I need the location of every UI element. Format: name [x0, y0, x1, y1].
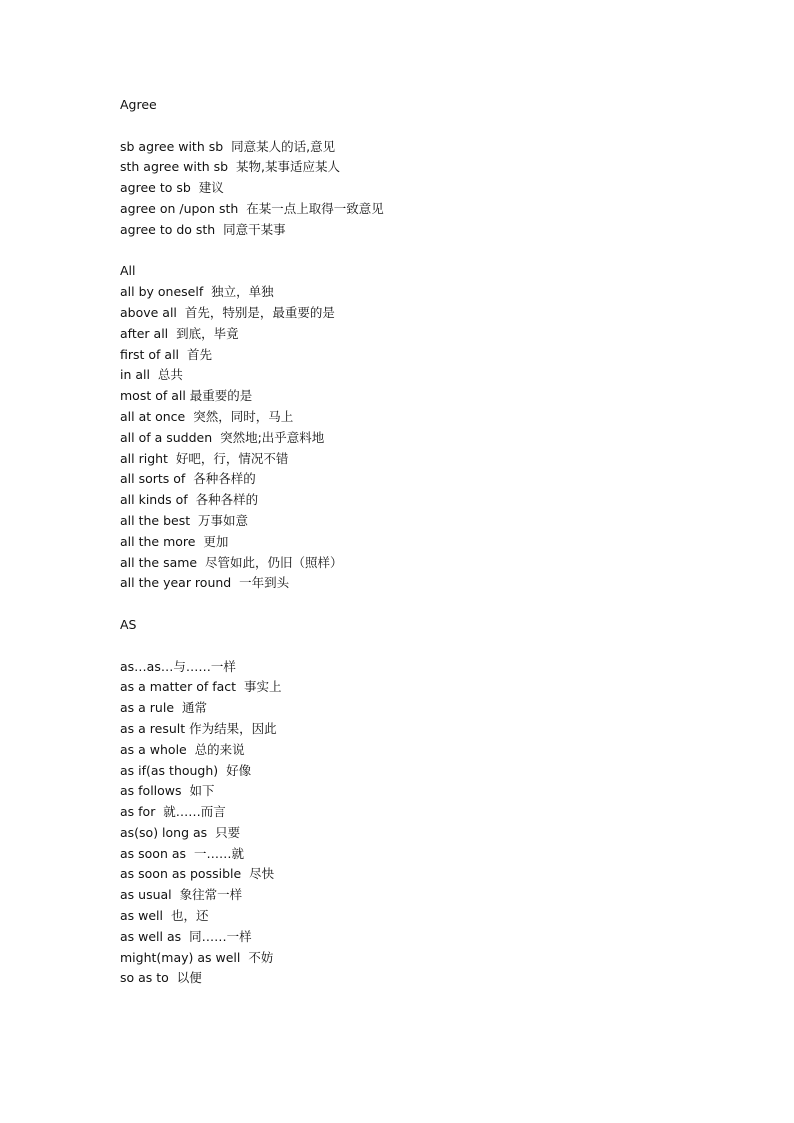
phrase-entry: all at once 突然，同时，马上 — [120, 408, 294, 424]
phrase-entry: as(so) long as 只要 — [120, 824, 241, 840]
phrase-entry: as…as…与……一样 — [120, 658, 236, 674]
phrase-entry: so as to 以便 — [120, 970, 202, 986]
phrase-entry: as soon as 一……就 — [120, 845, 244, 861]
phrase-entry: as a whole 总的来说 — [120, 741, 245, 757]
phrase-entry: most of all 最重要的是 — [120, 388, 253, 404]
phrase-entry: in all 总共 — [120, 367, 183, 383]
phrase-entry: as soon as possible 尽快 — [120, 866, 275, 882]
phrase-entry: as for 就……而言 — [120, 804, 226, 820]
phrase-entry: all sorts of 各种各样的 — [120, 471, 256, 487]
phrase-entry: all right 好吧，行，情况不错 — [120, 450, 289, 466]
phrase-entry: all the same 尽管如此，仍旧（照样） — [120, 554, 343, 570]
phrase-entry: agree to do sth 同意干某事 — [120, 221, 286, 237]
phrase-entry: as if(as though) 好像 — [120, 762, 252, 778]
section-gap — [120, 594, 760, 615]
phrase-entry: sth agree with sb 某物,某事适应某人 — [120, 159, 340, 175]
section-gap — [120, 636, 760, 657]
phrase-entry: after all 到底，毕竟 — [120, 325, 239, 341]
phrase-entry: as a rule 通常 — [120, 700, 207, 716]
phrase-entry: first of all 首先 — [120, 346, 212, 362]
phrase-entry: agree to sb 建议 — [120, 180, 224, 196]
phrase-entry: agree on /upon sth 在某一点上取得一致意见 — [120, 200, 384, 216]
phrase-entry: as usual 象往常一样 — [120, 887, 243, 903]
phrase-entry: as a matter of fact 事实上 — [120, 679, 282, 695]
phrase-entry: all kinds of 各种各样的 — [120, 492, 259, 508]
phrase-entry: all the best 万事如意 — [120, 512, 249, 528]
phrase-entry: as well as 同……一样 — [120, 928, 252, 944]
phrase-entry: sb agree with sb 同意某人的话,意见 — [120, 138, 336, 154]
phrase-entry: might(may) as well 不妨 — [120, 949, 274, 965]
section-gap — [120, 116, 760, 137]
phrase-entry: above all 首先，特别是，最重要的是 — [120, 304, 335, 320]
phrase-entry: all by oneself 独立，单独 — [120, 284, 274, 300]
section-heading-as: AS — [120, 616, 137, 632]
phrase-entry: all the year round 一年到头 — [120, 575, 290, 591]
section-gap — [120, 241, 760, 262]
section-heading-agree: Agree — [120, 97, 157, 112]
section-heading-all: All — [120, 263, 136, 279]
phrase-entry: as well 也，还 — [120, 908, 209, 924]
phrase-entry: all of a sudden 突然地;出乎意料地 — [120, 429, 325, 445]
phrase-entry: as a result 作为结果，因此 — [120, 720, 277, 736]
phrase-entry: all the more 更加 — [120, 533, 229, 549]
document-page — [120, 95, 760, 989]
phrase-entry: as follows 如下 — [120, 783, 215, 799]
